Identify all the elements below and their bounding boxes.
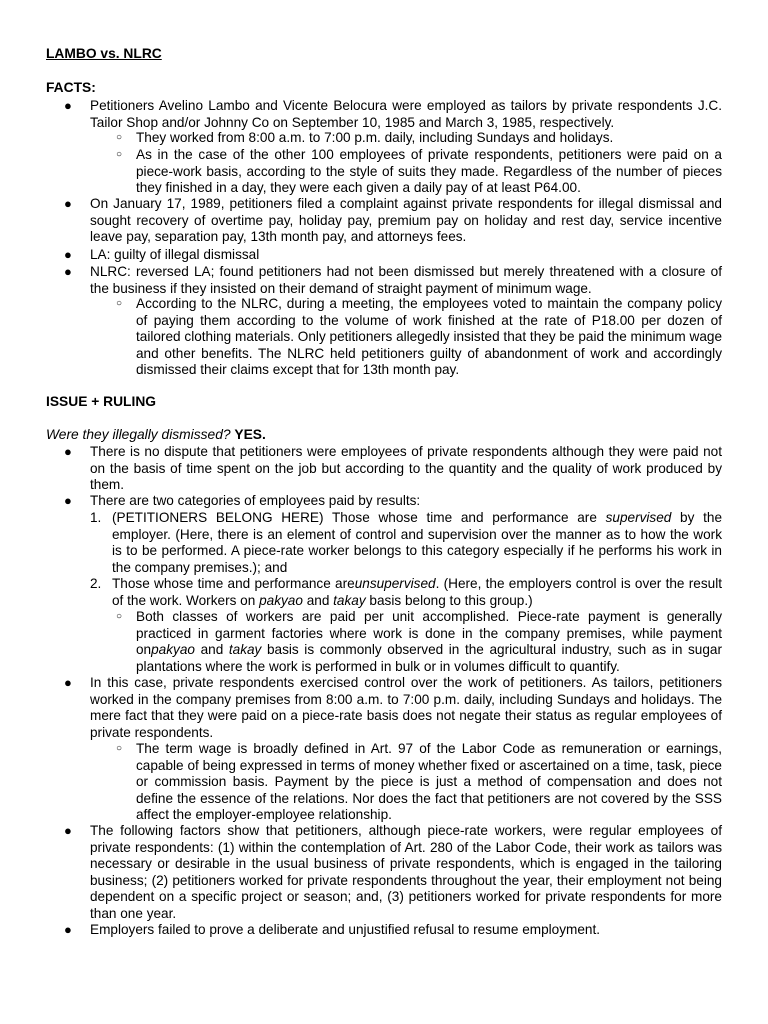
ruling-bullet-2: There are two categories of employees paid by results:	[90, 493, 421, 508]
ruling-bullet-4: The following factors show that petitioners, although piece-rate workers, were regular employees of private respondents: (1) within the contemplation of Art. 280 of the Labor Code, their work as tailors was necessary or desirable in the usual business of private respondents, which is engaged in the tailoring business; (2) petitioners worked for private respondents throughout the year, their employment not being dependent on a specific project or season; and, (3) petitioners worked for private respondents for more than one year.	[90, 823, 722, 921]
facts-bullet-2: On January 17, 1989, petitioners filed a complaint against private respondents for illegal dismissal and sought recovery of overtime pay, holiday pay, premium pay on holiday and rest day, service incentive leave pay, separation pay, 13th month pay, and attorneys fees.	[90, 196, 722, 245]
category-2-sub-text-3: basis is commonly observed in the agricultural industry, such as in sugar plantations where the work is performed in bulk or in volumes difficult to quantify.	[136, 642, 722, 674]
bullet-dot-icon: ●	[64, 823, 72, 838]
category-2-text-3: and	[302, 592, 334, 608]
bullet-dot-icon: ●	[64, 675, 72, 690]
category-2-sub-emphasis: pakyao	[151, 642, 195, 658]
hollow-circle-icon: ○	[116, 743, 123, 754]
category-2-text-4: basis belong to this group.)	[365, 592, 533, 608]
category-1-text: (PETITIONERS BELONG HERE) Those whose time and performance are	[112, 510, 606, 525]
question-text: Were they illegally dismissed?	[46, 427, 231, 442]
category-2-sub-emphasis-2: takay	[228, 642, 262, 658]
bullet-dot-icon: ●	[64, 264, 72, 279]
category-2-emphasis: unsupervised	[354, 576, 436, 591]
issue-question	[46, 427, 266, 442]
facts-bullet-1-sub-1: They worked from 8:00 a.m. to 7:00 p.m. daily, including Sundays and holidays.	[136, 130, 614, 145]
category-1	[112, 510, 722, 576]
bullet-dot-icon: ●	[64, 98, 72, 113]
ruling-bullet-5: Employers failed to prove a deliberate and unjustified refusal to resume employment.	[90, 922, 601, 937]
case-title: LAMBO vs. NLRC	[46, 46, 162, 61]
facts-bullet-4: NLRC: reversed LA; found petitioners had not been dismissed but merely threatened with a closure of the business if they insisted on their demand of straight payment of minimum wage.	[90, 264, 722, 296]
category-2-sub-text-2: and	[194, 642, 229, 658]
hollow-circle-icon: ○	[116, 132, 123, 143]
bullet-dot-icon: ●	[64, 444, 72, 459]
bullet-dot-icon: ●	[64, 196, 72, 211]
ruling-bullet-3: In this case, private respondents exercised control over the work of petitioners. As tailors, petitioners worked in the company premises from 8:00 a.m. to 7:00 p.m. daily, including Sundays and holidays. The mere fact that they were paid on a piece-rate basis does not negate their status as regular employees of private respondents.	[90, 675, 722, 740]
category-1-emphasis: supervised	[605, 510, 672, 525]
facts-bullet-1-sub-2: As in the case of the other 100 employees of private respondents, petitioners were paid on a piece-work basis, according to the style of suits they made. Regardless of the number of pieces they finished in a day, they were each given a daily pay of at least P64.00.	[136, 147, 722, 196]
list-number-1: 1.	[90, 510, 102, 525]
category-2-emphasis-2: pakyao	[259, 592, 303, 608]
facts-bullet-1: Petitioners Avelino Lambo and Vicente Belocura were employed as tailors by private respondents J.C. Tailor Shop and/or Johnny Co on September 10, 1985 and March 3, 1985, respectively.	[90, 98, 722, 130]
answer-text: YES.	[234, 427, 266, 442]
facts-heading: FACTS:	[46, 80, 96, 95]
ruling-bullet-3-sub-1: The term wage is broadly defined in Art. 97 of the Labor Code as remuneration or earnings, capable of being expressed in terms of money whether fixed or ascertained on a time, task, piece or commission basis. Payment by the piece is just a method of compensation and does not define the essence of the relations. Nor does the fact that petitioners are not covered by the SSS affect the employer-employee relationship.	[136, 741, 722, 823]
list-number-2: 2.	[90, 576, 102, 591]
category-2-sub-text: Both classes of workers are paid per unit accomplished. Piece-rate payment is generally practiced in garment factories where work is done in the company premises, while payment on	[136, 609, 722, 658]
hollow-circle-icon: ○	[116, 298, 123, 309]
bullet-dot-icon: ●	[64, 247, 72, 262]
category-2	[112, 576, 722, 609]
facts-bullet-4-sub-1: According to the NLRC, during a meeting, the employees voted to maintain the company policy of paying them according to the volume of work finished at the rate of P18.00 per dozen of tailored clothing materials. Only petitioners allegedly insisted that they be paid the minimum wage and other benefits. The NLRC held petitioners guilty of abandonment of work and accordingly dismissed their claims except that for 13th month pay.	[136, 296, 722, 378]
category-1-text-2: by the employer. (Here, there is an element of control and supervision over the manner as to how the work is to be performed. A piece-rate worker belongs to this category especially if he performs his work in the company premises.); and	[112, 510, 723, 575]
hollow-circle-icon: ○	[116, 611, 123, 622]
ruling-bullet-1: There is no dispute that petitioners were employees of private respondents although they were paid not on the basis of time spent on the job but according to the quantity and the quality of work produced by them.	[90, 444, 722, 493]
hollow-circle-icon: ○	[116, 149, 123, 160]
bullet-dot-icon: ●	[64, 922, 72, 937]
category-2-text-2: . (Here, the employers control is over the result of the work. Workers on	[112, 576, 722, 608]
facts-bullet-3: LA: guilty of illegal dismissal	[90, 247, 260, 262]
category-2-text: Those whose time and performance are	[112, 576, 355, 591]
category-2-sub-1	[136, 609, 722, 675]
issue-ruling-heading: ISSUE + RULING	[46, 394, 157, 409]
bullet-dot-icon: ●	[64, 493, 72, 508]
category-2-emphasis-3: takay	[333, 592, 366, 608]
